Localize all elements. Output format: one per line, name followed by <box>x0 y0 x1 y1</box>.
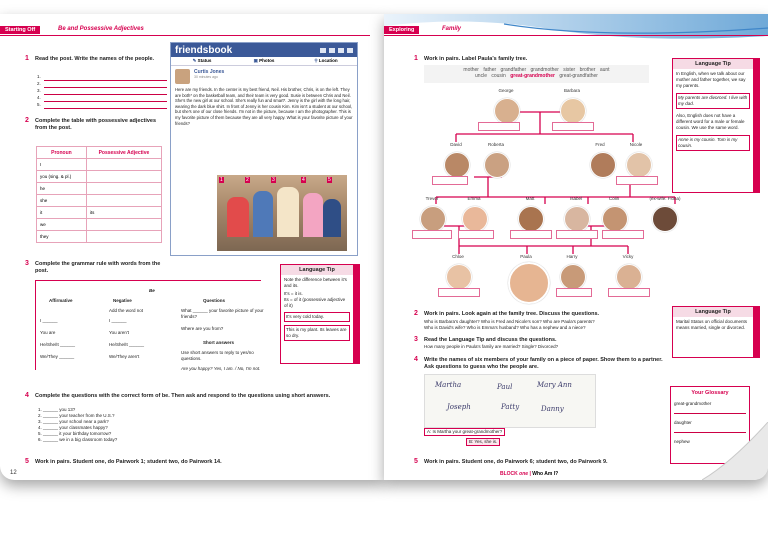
ex4-instructions: Write the names of six members of your family on a piece of paper. Show them to a partner. Ask questions to guess who the people are. <box>424 357 663 370</box>
glossary-item[interactable]: daughter <box>674 420 692 425</box>
grammar-rule <box>35 280 261 281</box>
post-author <box>171 66 357 87</box>
ex2-number: 2 <box>414 310 418 317</box>
photo-paula <box>508 262 550 304</box>
language-tip-box <box>672 58 760 193</box>
header-rule <box>0 35 370 36</box>
ex1-number: 1 <box>25 55 29 62</box>
photo-roberta <box>484 152 510 178</box>
page-curl <box>702 422 768 480</box>
footer-title: Who Am I? <box>532 471 559 477</box>
handwritten-name: Danny <box>541 405 564 413</box>
name-barbara: Barbara <box>563 88 580 93</box>
photo-nicole <box>626 152 652 178</box>
avatar[interactable] <box>175 69 190 84</box>
ex2-question-line: Who is David's wife? Who is Emma's husband? Who has a nephew and a niece? <box>424 325 586 330</box>
negative-2: You aren't <box>109 330 129 335</box>
header-icons <box>320 48 353 53</box>
name-fiona: (ex-wife: Fiona) <box>649 196 681 201</box>
friends-icon[interactable] <box>320 48 326 53</box>
ex5-number: 5 <box>414 458 418 465</box>
col-affirmative: Affirmative <box>49 298 73 303</box>
answer-line[interactable]: 4. <box>37 95 167 102</box>
photo-vicky <box>616 264 642 290</box>
block-footer <box>500 471 558 477</box>
ex3-instructions: Read the Language Tip and discuss the questions. <box>424 337 557 343</box>
negative-0: Add the word not <box>109 308 144 313</box>
name-trevor: Trevor <box>425 196 439 201</box>
photo-fiona <box>652 206 678 232</box>
label-box[interactable] <box>602 230 644 239</box>
tip-example: Anne is my cousin. Tom is my cousin. <box>676 135 750 151</box>
location-icon: ⚲ <box>314 58 318 63</box>
person-figure <box>227 197 249 237</box>
ex3-question-line: How many people in Paula's family are married? Single? Divorced? <box>424 344 559 349</box>
ex5-instructions: Work in pairs. Student one, do Pairwork 6; student two, do Pairwork 9. <box>424 459 608 465</box>
short-answers-text: Use short answers to reply to yes/no questions. <box>181 350 254 361</box>
section-title: Family <box>442 26 462 32</box>
question-item[interactable]: 3. ______ your school near a park? <box>38 419 109 424</box>
table-header: Pronoun <box>37 147 87 159</box>
grammar-box <box>35 280 265 390</box>
table-row: we <box>37 219 162 231</box>
footer-block-number: one <box>519 471 529 477</box>
names-paper <box>424 374 596 428</box>
word-bank-line1: mother father grandfather grandmother sister brother aunt <box>463 67 610 73</box>
speech-bubble-a: A: Is Martha your great-grandmother? <box>424 428 505 436</box>
affirmative-2: You are <box>40 330 56 335</box>
question-item[interactable]: 4. ______ your classmates happy? <box>38 425 108 430</box>
tab-location[interactable]: ⚲ Location <box>314 58 338 63</box>
right-page <box>384 14 768 480</box>
person-figure <box>277 187 299 237</box>
table-row: you (sing. & pl.) <box>37 171 162 183</box>
tip-line: Note the difference between it's and its. <box>284 277 347 288</box>
tip-accent-bar <box>354 264 360 364</box>
answer-line[interactable]: 2. <box>37 81 167 88</box>
negative-3: He/She/It ______ <box>109 342 145 347</box>
notifications-icon[interactable] <box>338 48 344 53</box>
tip-example: My parents are divorced. I live with my dad. <box>676 93 750 109</box>
affirmative-1: I ______ <box>40 318 58 323</box>
friendsbook-header <box>171 43 357 57</box>
answer-line[interactable]: 3. <box>37 88 167 95</box>
ex4-number: 4 <box>414 356 418 363</box>
label-box[interactable] <box>556 230 598 239</box>
question-item[interactable]: 5. ______ it your birthday tomorrow? <box>38 431 112 436</box>
tip-accent-bar <box>754 306 760 358</box>
tip-line: It's = it is. <box>284 291 303 296</box>
tip-line: Marital Status on official documents means married, single or divorced. <box>676 319 747 330</box>
status-icon: ✎ <box>192 58 197 63</box>
label-box[interactable] <box>432 176 468 185</box>
handwritten-name: Joseph <box>447 403 471 411</box>
table-row: he <box>37 183 162 195</box>
ex2-instructions: Work in pairs. Look again at the family tree. Discuss the questions. <box>424 311 600 317</box>
label-box[interactable] <box>616 176 658 185</box>
be-heading: Be <box>149 288 155 293</box>
tab-photos[interactable]: ▣ Photos <box>253 58 275 63</box>
section-tab: Starting Off <box>0 26 40 34</box>
word-bank-line2: uncle cousin great-grandmother great-grandfather <box>475 73 598 79</box>
name-colin: Colin <box>608 196 620 201</box>
photo-number: 2 <box>246 177 249 183</box>
person-figure <box>253 191 273 237</box>
ex3-instructions: Complete the grammar rule with words from the post. <box>35 261 161 274</box>
ex1-instructions: Work in pairs. Label Paula's family tree. <box>424 56 528 62</box>
photo-fred <box>590 152 616 178</box>
name-paula: Paula <box>520 254 532 259</box>
affirmative-4: We/They ______ <box>40 354 75 359</box>
label-box[interactable] <box>510 230 552 239</box>
handwritten-name: Paul <box>497 383 513 391</box>
post-time: 30 minutes ago <box>194 75 218 79</box>
name-matt: Matt <box>525 196 535 201</box>
table-row: they <box>37 231 162 243</box>
label-box[interactable] <box>552 122 594 131</box>
language-tip-title: Language Tip <box>673 307 753 317</box>
tip-accent-bar <box>754 58 760 193</box>
photo-barbara <box>560 98 586 124</box>
name-david: David <box>450 142 462 147</box>
footer-separator: | <box>529 471 531 477</box>
ex2-number: 2 <box>25 117 29 124</box>
ex5-instructions: Work in pairs. Student one, do Pairwork 1; student two, do Pairwork 14. <box>35 459 222 465</box>
table-header: Possessive Adjective <box>86 147 161 159</box>
ex4-items <box>38 407 117 443</box>
section-tab: Exploring <box>384 26 419 34</box>
settings-icon[interactable] <box>347 48 353 53</box>
ex1-instructions: Read the post. Write the names of the people. <box>35 56 155 62</box>
ex4-number: 4 <box>25 392 29 399</box>
tab-status[interactable]: ✎ Status <box>192 58 212 63</box>
name-chloe: Chloe <box>452 254 464 259</box>
question-item[interactable]: 1. ______ you 13? <box>38 407 76 412</box>
possessive-table <box>36 146 162 243</box>
short-answers-example: Are you happy? Yes, I am. / No, I'm not. <box>181 366 261 371</box>
photo-david <box>444 152 470 178</box>
footer-block: BLOCK <box>500 471 518 477</box>
person-figure <box>303 193 323 237</box>
photo-number: 1 <box>220 177 223 183</box>
handwritten-name: Patty <box>501 403 520 411</box>
post-body: Here are my friends. In the center is my best friend, Neil. His brother, Chris, is on the left. They are both* on the basketball team, and their team is very good. Susie is between Chris and Neil. She's the new girl at our school. She's really fun and smart*. Jenny is the girl with the long hair, wearing the dark blue shirt. In front of Jenny is her cousin Kim. Kim isn't a student at our school, but she's one of our close friends. I'm not in the picture, because I am the photographer. This is my favorite picture of them because they are all very happy. What is your favorite picture of your friends? <box>175 87 353 126</box>
ex3-number: 3 <box>414 336 418 343</box>
tip-line: In English, when we talk about our mother and father together, we say my parents. <box>676 71 746 88</box>
question-item[interactable]: 2. ______ your teacher from the U.S.? <box>38 413 115 418</box>
section-title: Be and Possessive Adjectives <box>58 26 144 32</box>
tip-example: This is my plant. Its leaves are so dry. <box>284 325 350 341</box>
answer-line[interactable]: 5. <box>37 102 167 109</box>
photo-colin <box>602 206 628 232</box>
photo-matt <box>518 206 544 232</box>
name-fred: Fred <box>595 142 605 147</box>
photo-number: 3 <box>272 177 275 183</box>
label-box[interactable] <box>412 230 452 239</box>
language-tip-box <box>672 306 760 358</box>
label-box[interactable] <box>458 230 494 239</box>
ex3-number: 3 <box>25 260 29 267</box>
photo-icon: ▣ <box>253 58 258 63</box>
question-item[interactable]: 6. ______ we in a big classroom today? <box>38 437 118 442</box>
language-tip-title: Language Tip <box>673 59 753 69</box>
label-box[interactable] <box>478 122 520 131</box>
name-nicole: Nicole <box>629 142 643 147</box>
friendsbook-logo: friendsbook <box>175 44 233 56</box>
table-row: it its <box>37 207 162 219</box>
glossary-item[interactable]: great-grandmother <box>674 401 712 406</box>
photo-number: 5 <box>328 177 331 183</box>
post-tabs <box>171 57 357 66</box>
label-box[interactable] <box>438 288 480 297</box>
ex2-question-line: Who is Barbara's daughter? Who is Fred and Nicole's son? Who are Paula's parents? <box>424 319 595 324</box>
name-roberta: Roberta <box>487 142 504 147</box>
photo-harry <box>560 264 586 290</box>
short-answers-heading: Short answers <box>203 340 235 345</box>
tip-line: Its = of it (possessive adjective of it) <box>284 297 346 308</box>
affirmative-3: He/She/It ______ <box>40 342 76 347</box>
name-george: George <box>498 88 514 93</box>
messages-icon[interactable] <box>329 48 335 53</box>
negative-1: I ______ <box>109 318 127 323</box>
label-box[interactable] <box>608 288 650 297</box>
friendsbook-post <box>170 42 358 256</box>
left-page <box>0 14 384 480</box>
person-figure <box>323 199 341 237</box>
col-questions: Questions <box>203 298 226 303</box>
name-isabel: Isabel <box>569 196 582 201</box>
col-negative: Negative <box>113 298 132 303</box>
handwritten-name: Mary Ann <box>537 381 572 389</box>
ex1-answers <box>37 74 167 109</box>
photo-emma <box>462 206 488 232</box>
glossary-title: Your Glossary <box>691 390 729 396</box>
label-box[interactable] <box>556 288 592 297</box>
tip-example: It's very cold today. <box>284 312 350 322</box>
table-row: she <box>37 195 162 207</box>
author-name[interactable]: Curtis Jones <box>194 69 225 75</box>
photo-number: 4 <box>302 177 305 183</box>
ex4-instructions: Complete the questions with the correct form of be. Then ask and respond to the questions using short answers. <box>35 393 331 399</box>
ex1-number: 1 <box>414 55 418 62</box>
photo-george <box>494 98 520 124</box>
page-number: 12 <box>10 470 17 476</box>
photo-isabel <box>564 206 590 232</box>
handwritten-name: Martha <box>435 381 462 389</box>
photo-chloe <box>446 264 472 290</box>
language-tip-box <box>280 264 360 364</box>
glossary-line <box>674 413 746 414</box>
table-row: I <box>37 159 162 171</box>
grammar-rule-vertical <box>35 280 36 370</box>
name-emma: Emma <box>467 196 481 201</box>
ex2-instructions: Complete the table with possessive adjectives from the post. <box>35 118 157 131</box>
question-2: Where are you from? <box>181 326 224 331</box>
language-tip-title: Language Tip <box>281 265 353 275</box>
tip-line: Also, English does not have a different word for a male or female cousin. We use the same word. <box>676 113 745 130</box>
name-vicky: Vicky <box>622 254 634 259</box>
answer-line[interactable]: 1. <box>37 74 167 81</box>
negative-4: We/They aren't <box>109 354 140 359</box>
friends-photo <box>217 175 347 251</box>
name-harry: Harry <box>566 254 578 259</box>
speech-bubble-b: B: Yes, she is. <box>466 438 500 446</box>
glossary-item[interactable]: nephew <box>674 439 690 444</box>
question-1: What ______ your favorite picture of your friends? <box>181 308 264 319</box>
ex5-number: 5 <box>25 458 29 465</box>
photo-trevor <box>420 206 446 232</box>
